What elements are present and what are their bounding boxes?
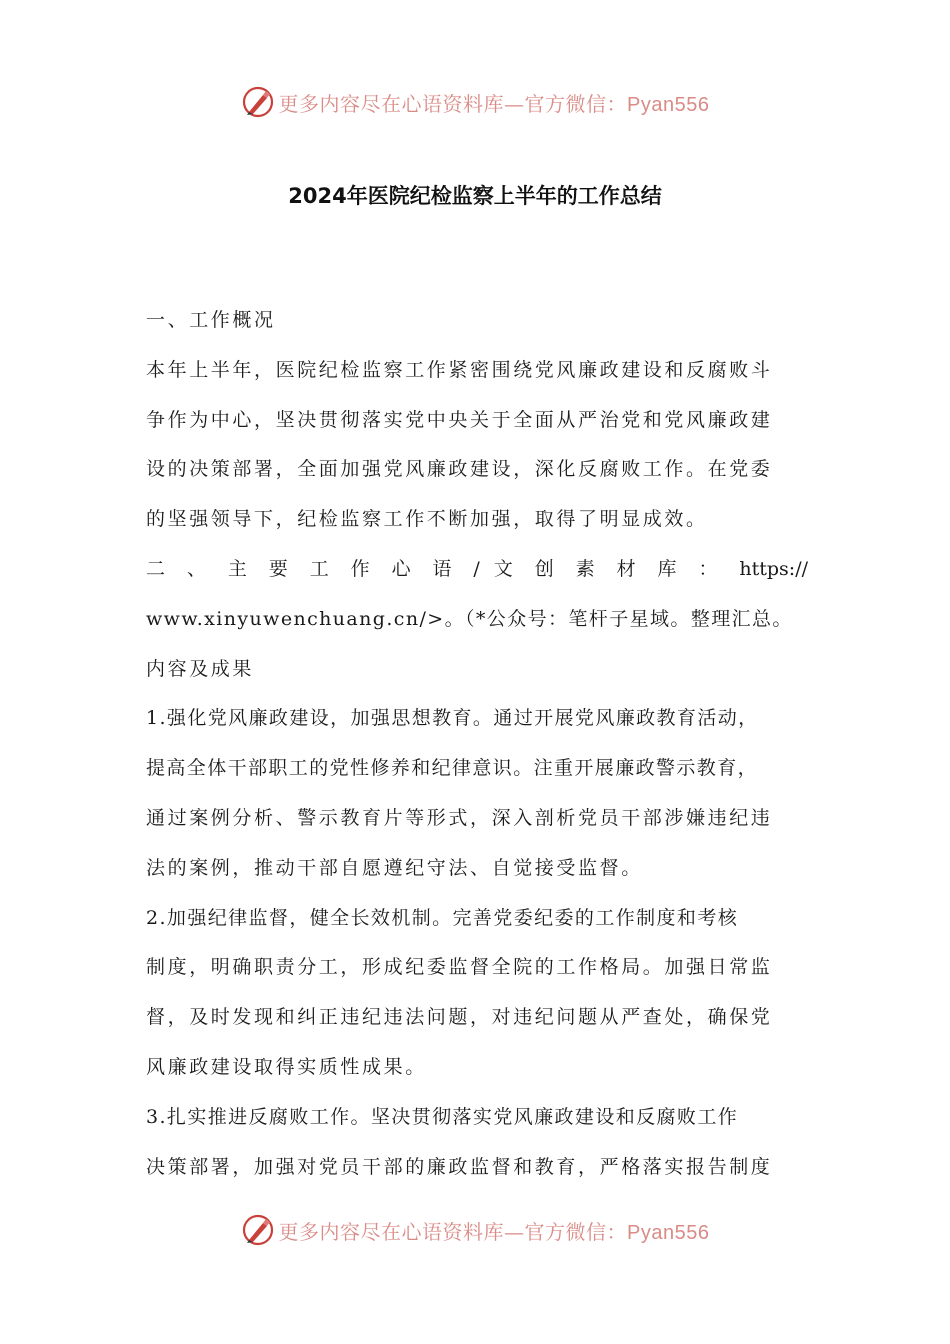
body-line: 内容及成果	[146, 657, 255, 680]
footer-watermark	[0, 1208, 950, 1252]
body-line: 督，及时发现和纠正违纪违法问题，对违纪问题从严查处，确保党	[146, 1006, 773, 1029]
watermark-handle: Pyan556	[627, 93, 710, 116]
body-line-item-2: 2.加强纪律监督，健全长效机制。完善党委纪委的工作制度和考核	[146, 906, 739, 929]
body-line: 争作为中心，坚决贯彻落实党中央关于全面从严治党和党风廉政建	[146, 408, 773, 431]
body-line: 风廉政建设取得实质性成果。	[146, 1055, 427, 1078]
body-line: 本年上半年，医院纪检监察工作紧密围绕党风廉政建设和反腐败斗	[146, 358, 773, 381]
section-heading-overview: 一、工作概况	[146, 309, 276, 331]
body-line: 设的决策部署，全面加强党风廉政建设，深化反腐败工作。在党委	[146, 458, 773, 481]
body-line: 通过案例分析、警示教育片等形式，深入剖析党员干部涉嫌违纪违	[146, 806, 773, 829]
body-line: 决策部署，加强对党员干部的廉政监督和教育，严格落实报告制度	[146, 1155, 773, 1178]
body-line-url: www.xinyuwenchuang.cn/>。（*公众号：笔杆子星域。整理汇总。	[146, 607, 793, 630]
document-body	[146, 296, 808, 1192]
watermark-text: 更多内容尽在心语资料库—官方微信：Pyan556	[278, 91, 710, 116]
body-line-item-1: 1.强化党风廉政建设，加强思想教育。通过开展党风廉政教育活动，	[146, 707, 759, 730]
pen-logo-icon	[241, 85, 275, 119]
body-line-item-3: 3.扎实推进反腐败工作。坚决贯彻落实党风廉政建设和反腐败工作	[146, 1105, 739, 1128]
section-heading-main-work: 二 、 主 要 工 作 心 语 / 文 创 素 材 库 ： https://	[146, 557, 808, 580]
header-watermark	[0, 80, 950, 124]
pen-logo-icon	[241, 1213, 275, 1247]
watermark-text: 更多内容尽在心语资料库—官方微信：Pyan556	[278, 1219, 710, 1244]
body-line: 的坚强领导下，纪检监察工作不断加强，取得了明显成效。	[146, 508, 708, 531]
body-line: 制度，明确职责分工，形成纪委监督全院的工作格局。加强日常监	[146, 956, 773, 979]
watermark-handle: Pyan556	[627, 1221, 710, 1244]
body-line: 提高全体干部职工的党性修养和纪律意识。注重开展廉政警示教育，	[146, 757, 759, 780]
body-line: 法的案例，推动干部自愿遵纪守法、自觉接受监督。	[146, 856, 643, 879]
document-title: 2024年医院纪检监察上半年的工作总结	[288, 184, 662, 208]
